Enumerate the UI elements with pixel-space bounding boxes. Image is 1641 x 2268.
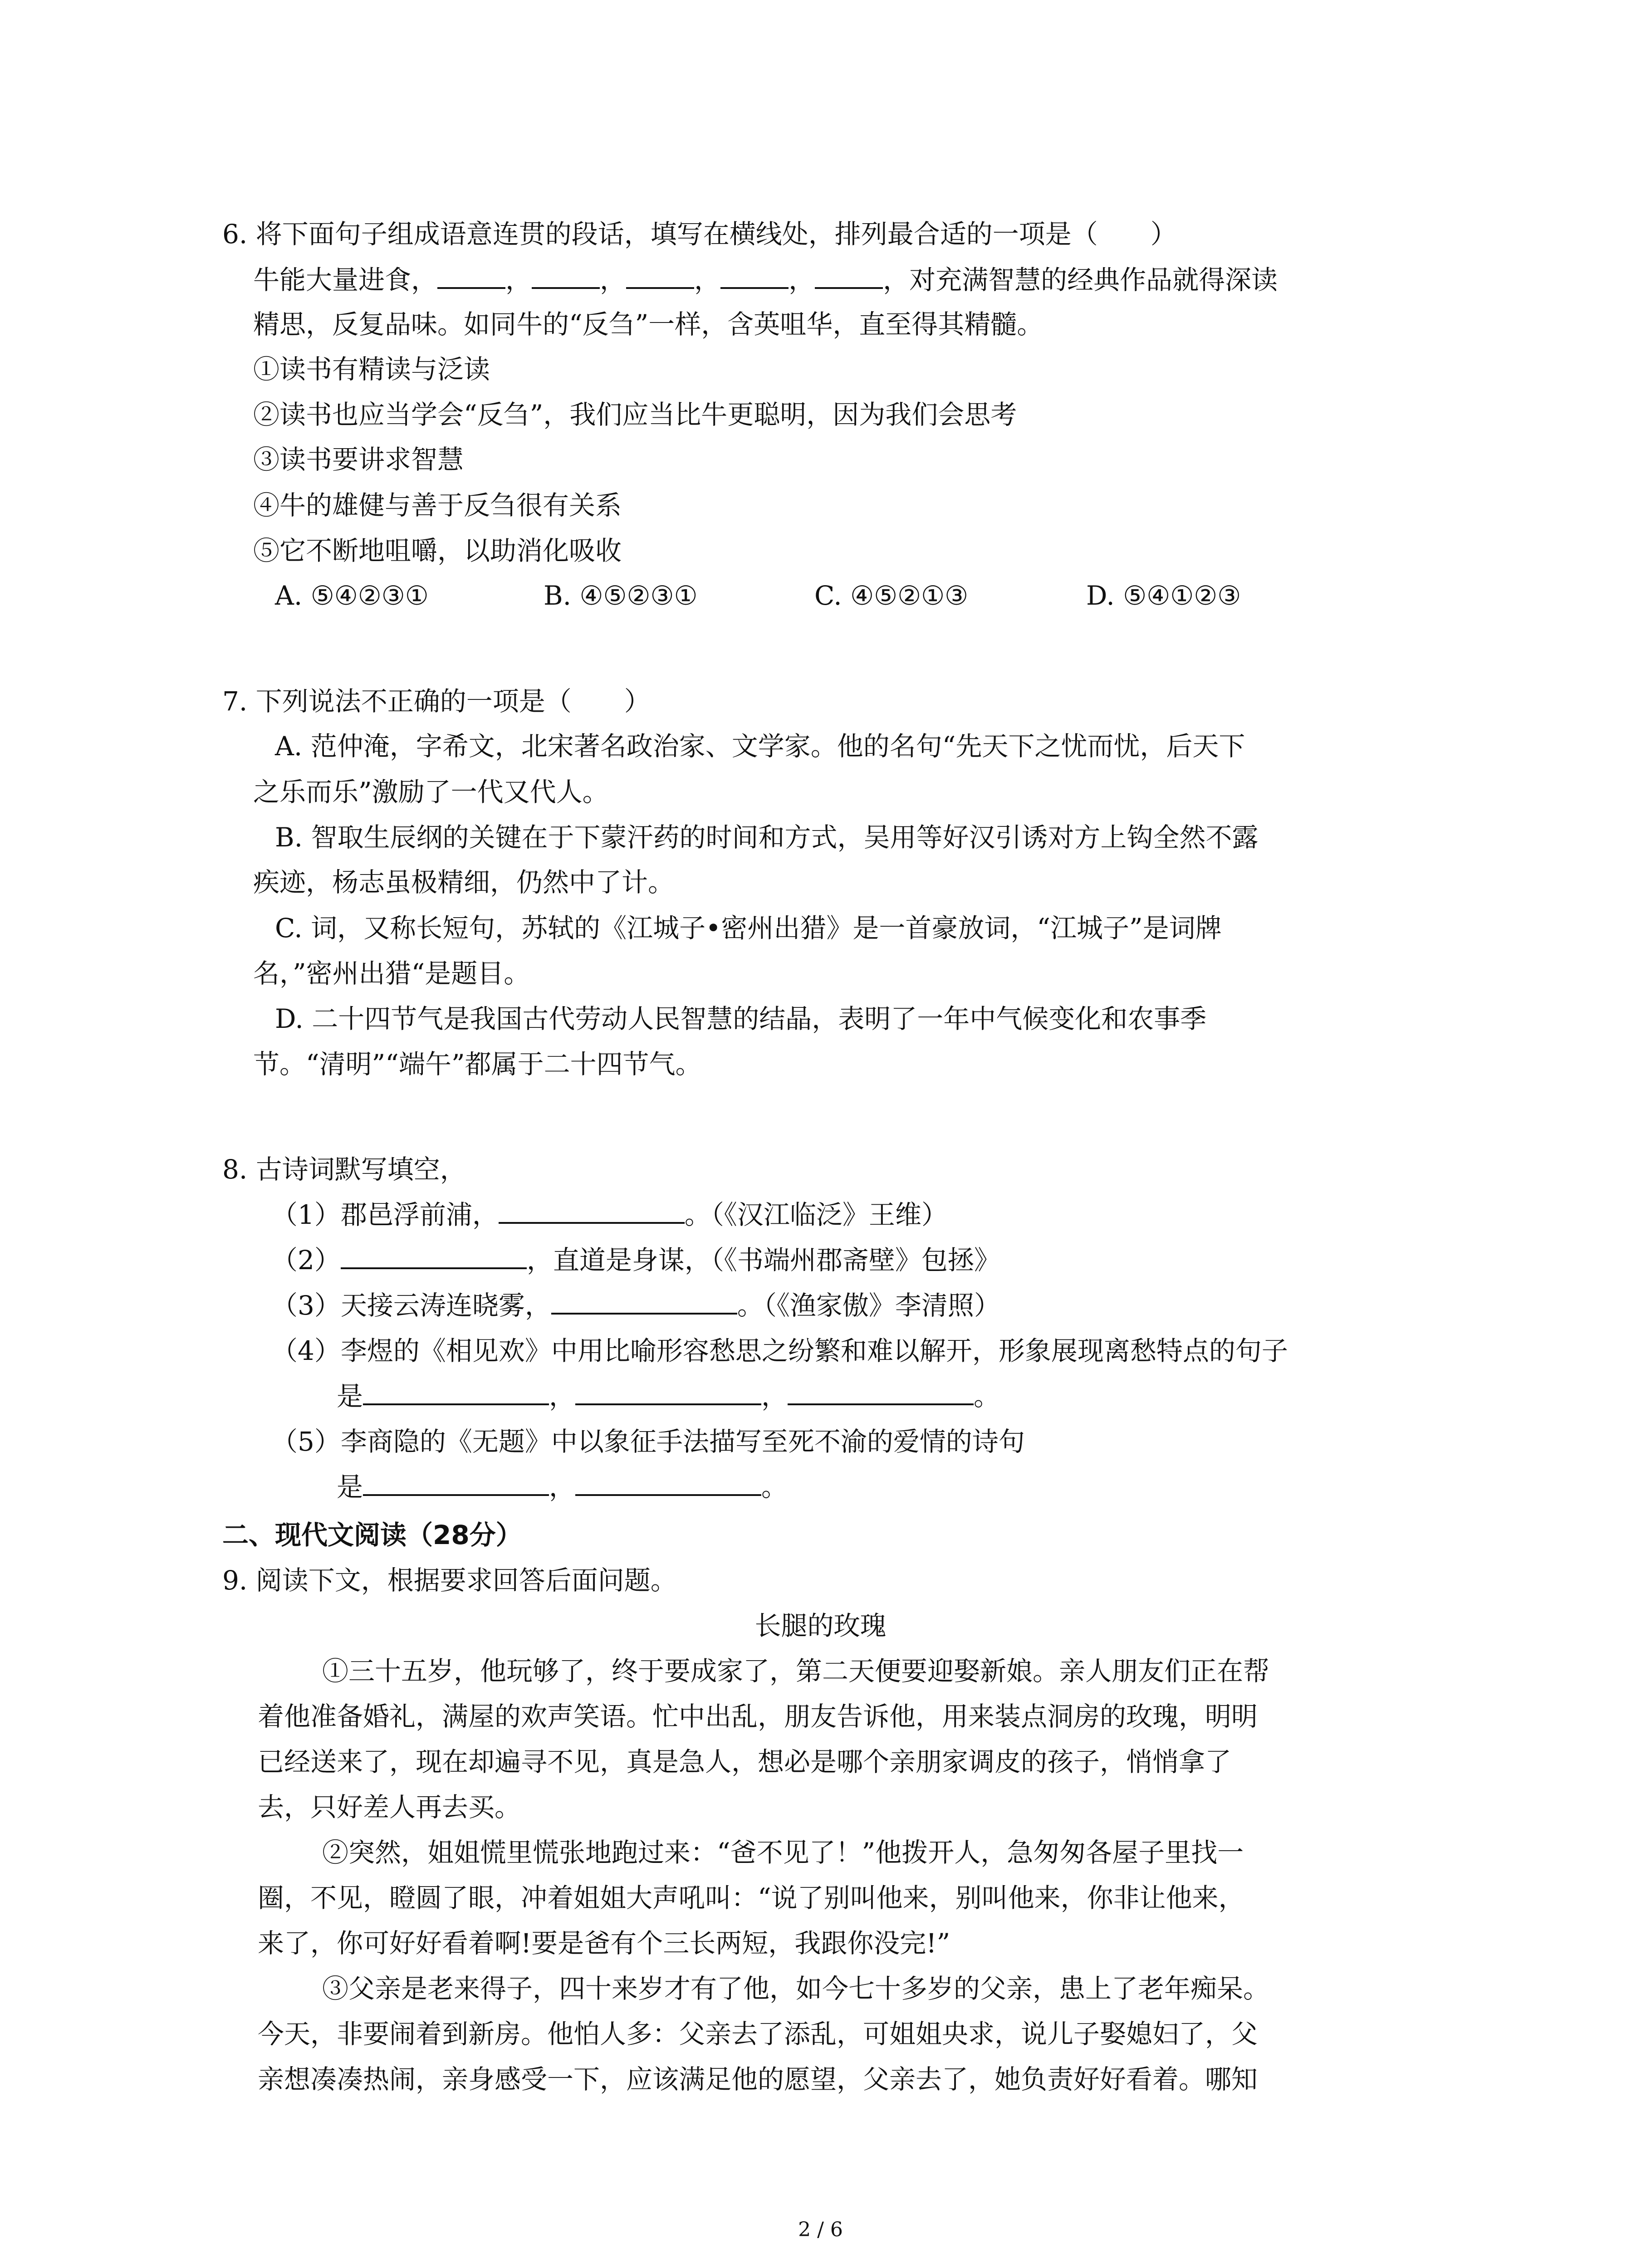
q8-blank-3[interactable]: [551, 1285, 737, 1315]
passage-line-4: 去，只好差人再去买。: [258, 1792, 521, 1823]
q7-stem: 7. 下列说法不正确的一项是（ ）: [222, 686, 651, 717]
q6-stem: 6. 将下面句子组成语意连贯的段话，填写在横线处，排列最合适的一项是（ ）: [222, 219, 1177, 249]
q8-subitem-4-answer: 是 ， ， 。: [337, 1374, 1000, 1419]
q8-subitem-1: （1）郡邑浮前浦， 。（《汉江临泛》王维）: [271, 1192, 948, 1237]
q6-blank-4[interactable]: [720, 259, 789, 289]
q6-option-b: B. ④⑤②③①: [544, 580, 698, 611]
section-heading: 二、现代文阅读（28分）: [222, 1520, 522, 1550]
q8-subitem-4: （4）李煜的《相见欢》中用比喻形容愁思之纷繁和难以解开，形象展现离愁特点的句子: [271, 1335, 1288, 1366]
q7-line-c1: C. 词，又称长短句，苏轼的《江城子•密州出猎》是一首豪放词，“江城子”是词牌: [275, 913, 1222, 943]
q6-passage-end: ，对充满智慧的经典作品就得深读: [883, 264, 1278, 295]
q6-item-1: ①读书有精读与泛读: [253, 354, 490, 385]
passage-line-5: ②突然，姐姐慌里慌张地跑过来：“爸不见了！”他拨开人，急匆匆各屋子里找一: [322, 1837, 1244, 1868]
q8-blank-5b[interactable]: [575, 1466, 761, 1496]
q7-line-a2: 之乐而乐”激励了一代又代人。: [253, 777, 609, 807]
q6-option-a: A. ⑤④②③①: [275, 580, 429, 611]
q8-subitem-3: （3）天接云涛连晓雾， 。（《渔家傲》李清照）: [271, 1283, 1000, 1328]
q6-passage-line1: 牛能大量进食， ， ， ， ， ，对充满智慧的经典作品就得深读: [253, 257, 1278, 303]
passage-line-7: 来了，你可好好看着啊!要是爸有个三长两短，我跟你没完!”: [258, 1928, 950, 1959]
q7-line-d1: D. 二十四节气是我国古代劳动人民智慧的结晶，表明了一年中气候变化和农事季: [275, 1003, 1207, 1034]
q8-blank-4a[interactable]: [363, 1375, 549, 1405]
q6-option-d: D. ⑤④①②③: [1086, 580, 1241, 611]
q8-subitem-2: （2） ，直道是身谋，（《书端州郡斋壁》包拯》: [271, 1237, 1000, 1283]
q6-blank-3[interactable]: [626, 259, 694, 289]
passage-line-2: 着他准备婚礼，满屋的欢声笑语。忙中出乱，朋友告诉他，用来装点洞房的玫瑰，明明: [258, 1701, 1258, 1732]
passage-line-6: 圈，不见，瞪圆了眼，冲着姐姐大声吼叫：“说了别叫他来，别叫他来，你非让他来，: [258, 1882, 1245, 1913]
q8-subitem-5: （5）李商隐的《无题》中以象征手法描写至死不渝的爱情的诗句: [271, 1426, 1025, 1457]
q8-blank-2[interactable]: [341, 1239, 527, 1269]
q7-line-b2: 疾迹，杨志虽极精细，仍然中了计。: [253, 867, 675, 898]
q6-passage-line2: 精思，反复品味。如同牛的“反刍”一样，含英咀华，直至得其精髓。: [253, 309, 1043, 340]
q6-blank-2[interactable]: [532, 259, 600, 289]
q6-item-5: ⑤它不断地咀嚼，以助消化吸收: [253, 535, 622, 566]
q8-blank-5a[interactable]: [363, 1466, 549, 1496]
passage-title: 长腿的玫瑰: [754, 1610, 887, 1641]
passage-line-9: 今天，非要闹着到新房。他怕人多：父亲去了添乱，可姐姐央求，说儿子娶媳妇了，父: [258, 2019, 1258, 2049]
q8-stem: 8. 古诗词默写填空，: [222, 1154, 466, 1185]
q8-blank-4b[interactable]: [575, 1375, 761, 1405]
passage-line-10: 亲想凑凑热闹，亲身感受一下，应该满足他的愿望，父亲去了，她负责好好看着。哪知: [258, 2064, 1258, 2095]
q7-line-a1: A. 范仲淹，字希文，北宋著名政治家、文学家。他的名句“先天下之忧而忧，后天下: [275, 731, 1245, 762]
q7-line-c2: 名，”密州出猎“是题目。: [253, 958, 530, 989]
page-number: 2 / 6: [798, 2218, 843, 2241]
q8-blank-1[interactable]: [499, 1194, 685, 1224]
q7-line-b1: B. 智取生辰纲的关键在于下蒙汗药的时间和方式，吴用等好汉引诱对方上钩全然不露: [275, 822, 1259, 853]
passage-line-8: ③父亲是老来得子，四十来岁才有了他，如今七十多岁的父亲，患上了老年痴呆。: [322, 1973, 1270, 2004]
q6-item-4: ④牛的雄健与善于反刍很有关系: [253, 490, 622, 521]
q6-blank-1[interactable]: [437, 259, 505, 289]
q8-blank-4c[interactable]: [788, 1375, 974, 1405]
q6-blank-5[interactable]: [815, 259, 883, 289]
q9-stem: 9. 阅读下文，根据要求回答后面问题。: [222, 1565, 677, 1596]
q6-option-c: C. ④⑤②①③: [814, 580, 969, 611]
q6-item-3: ③读书要讲求智慧: [253, 444, 464, 475]
q6-passage-start: 牛能大量进食，: [253, 264, 438, 295]
passage-line-3: 已经送来了，现在却遍寻不见，真是急人，想必是哪个亲朋家调皮的孩子，悄悄拿了: [258, 1746, 1232, 1777]
q6-item-2: ②读书也应当学会“反刍”，我们应当比牛更聪明，因为我们会思考: [253, 399, 1017, 430]
q8-subitem-5-answer: 是 ， 。: [337, 1464, 788, 1510]
q7-line-d2: 节。“清明”“端午”都属于二十四节气。: [253, 1049, 702, 1080]
passage-line-1: ①三十五岁，他玩够了，终于要成家了，第二天便要迎娶新娘。亲人朋友们正在帮: [322, 1656, 1270, 1686]
